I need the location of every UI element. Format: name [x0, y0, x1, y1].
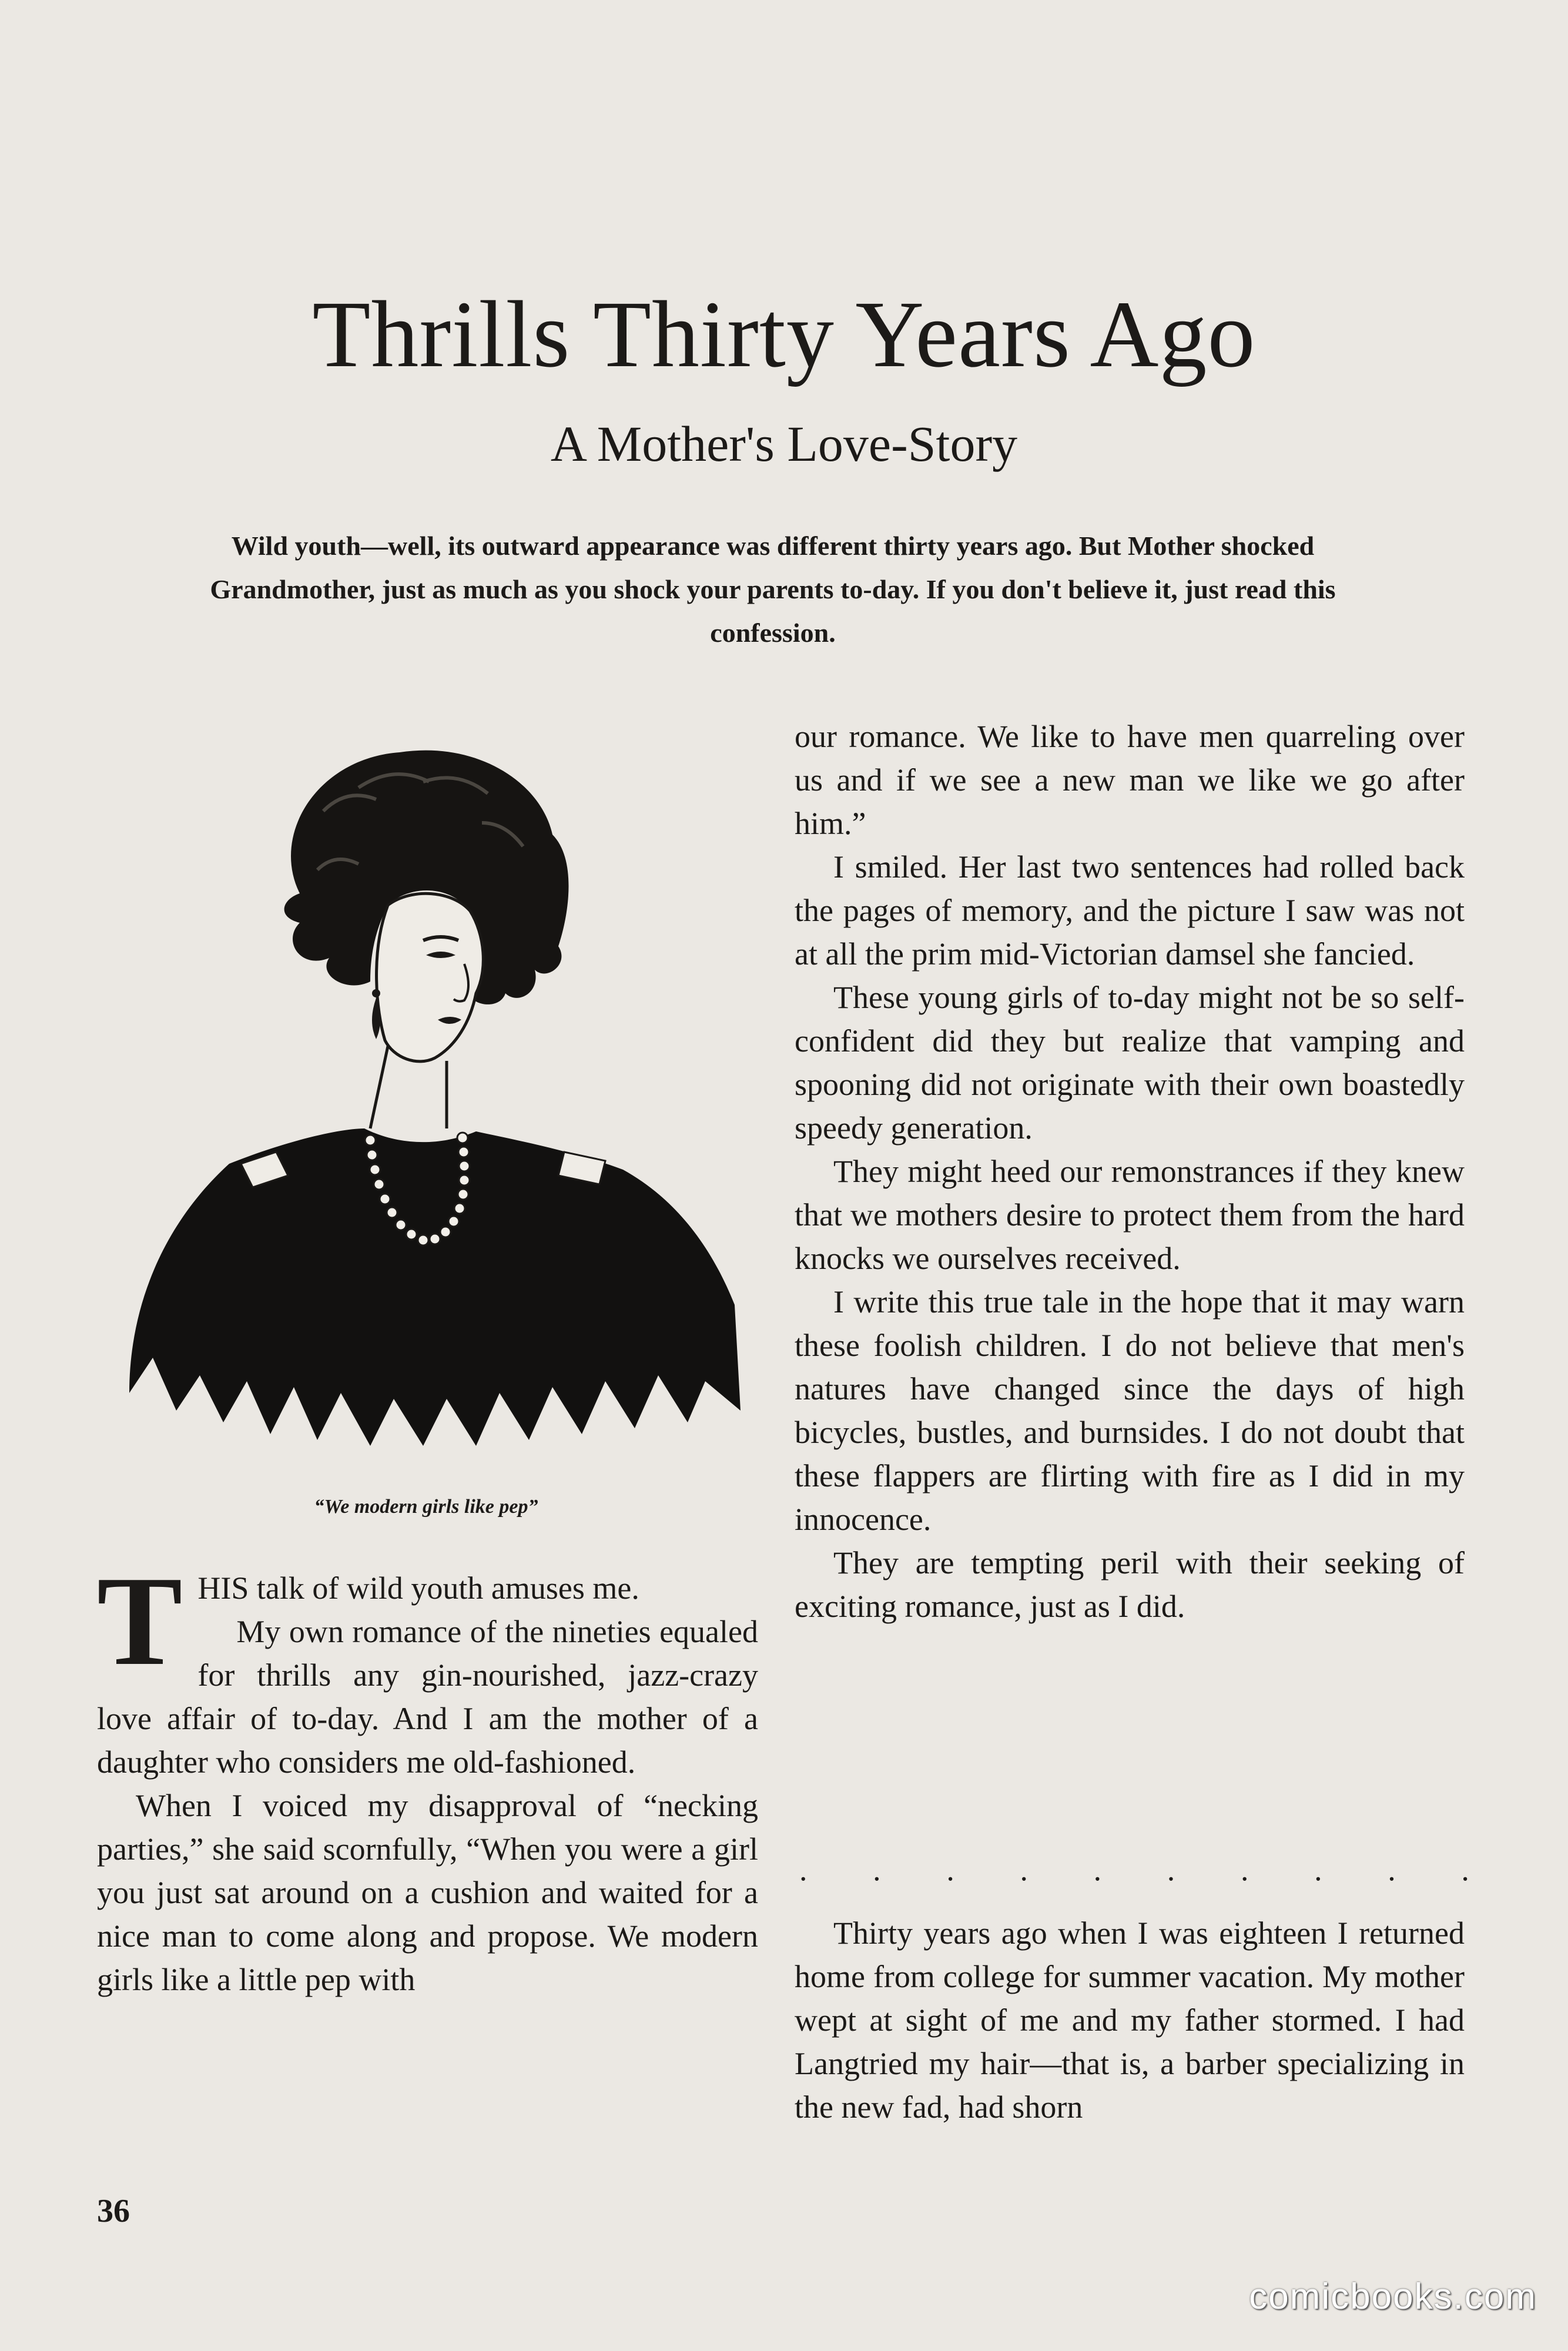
paragraph: They might heed our remonstrances if they knew that we mothers desire to protect them from the hard knocks we ourselves received.: [795, 1154, 1465, 1276]
separator-dot: .: [1240, 1852, 1249, 1887]
site-watermark: comicbooks.com: [1249, 2276, 1537, 2317]
paragraph: These young girls of to-day might not be so self-confident did they but realize that vamping and spooning did not originate with their own boastedly speedy generation.: [795, 980, 1465, 1146]
paragraph: They are tempting peril with their seeking of exciting romance, just as I did.: [795, 1545, 1465, 1624]
paragraph: I smiled. Her last two sentences had rolled back the pages of memory, and the picture I saw was not at all the prim mid-Victorian damsel she fancied.: [795, 849, 1465, 972]
left-column: [97, 1550, 758, 2001]
separator-dot: .: [946, 1852, 954, 1887]
paragraph: I write this true tale in the hope that it may warn these foolish children. I do not believe that men's natures have changed since the days of high bicycles, bustles, and burnsides. I do not doubt that these flappers are flirting with fire as I did in my innocence.: [795, 1284, 1465, 1537]
separator-dot: .: [1093, 1852, 1102, 1887]
paragraph: Thirty years ago when I was eighteen I returned home from college for summer vacation. My mother wept at sight of me and my father stormed. I had Langtried my hair—that is, a barber specializing in the new fad, had shorn: [795, 1915, 1465, 2125]
paragraph-text: HIS talk of wild youth amuses me.: [197, 1570, 639, 1606]
separator-dot: .: [1020, 1852, 1028, 1887]
paragraph: our romance. We like to have men quarreling over us and if we see a new man we like we go after him.”: [795, 719, 1465, 841]
right-column-continued: [795, 1911, 1465, 2129]
separator-dot: .: [799, 1852, 808, 1887]
paragraph: My own romance of the nineties equaled for thrills any gin-nourished, jazz-crazy love affair of to-day. And I am the mother of a daughter who considers me old-fashioned.: [97, 1614, 758, 1780]
woman-portrait-illustration-icon: [94, 717, 758, 1505]
page-number: 36: [97, 2193, 130, 2229]
section-separator: [799, 1851, 1469, 1888]
paragraph: When I voiced my disapproval of “necking parties,” she said scornfully, “When you were a girl you just sat around on a cushion and waited for a nice man to come along and propose. We modern girls like a little pep with: [97, 1788, 758, 1997]
article-title: Thrills Thirty Years Ago: [312, 282, 1256, 387]
separator-dot: .: [873, 1852, 881, 1887]
separator-dot: .: [1167, 1852, 1175, 1887]
separator-dot: .: [1314, 1852, 1322, 1887]
right-column: [795, 715, 1465, 1628]
opening-paragraph: [97, 1550, 758, 1692]
article-subtitle: A Mother's Love-Story: [550, 416, 1018, 472]
separator-dot: .: [1461, 1852, 1469, 1887]
drop-cap: T: [97, 1550, 183, 1692]
illustration-caption: “We modern girls like pep”: [314, 1496, 538, 1518]
separator-dot: .: [1388, 1852, 1396, 1887]
article-intro: Wild youth—well, its outward appearance was different thirty years ago. But Mother shocked Grandmother, just as much as you shock your parents to-day. If you don't believe it, just read this confession.: [210, 531, 1336, 648]
